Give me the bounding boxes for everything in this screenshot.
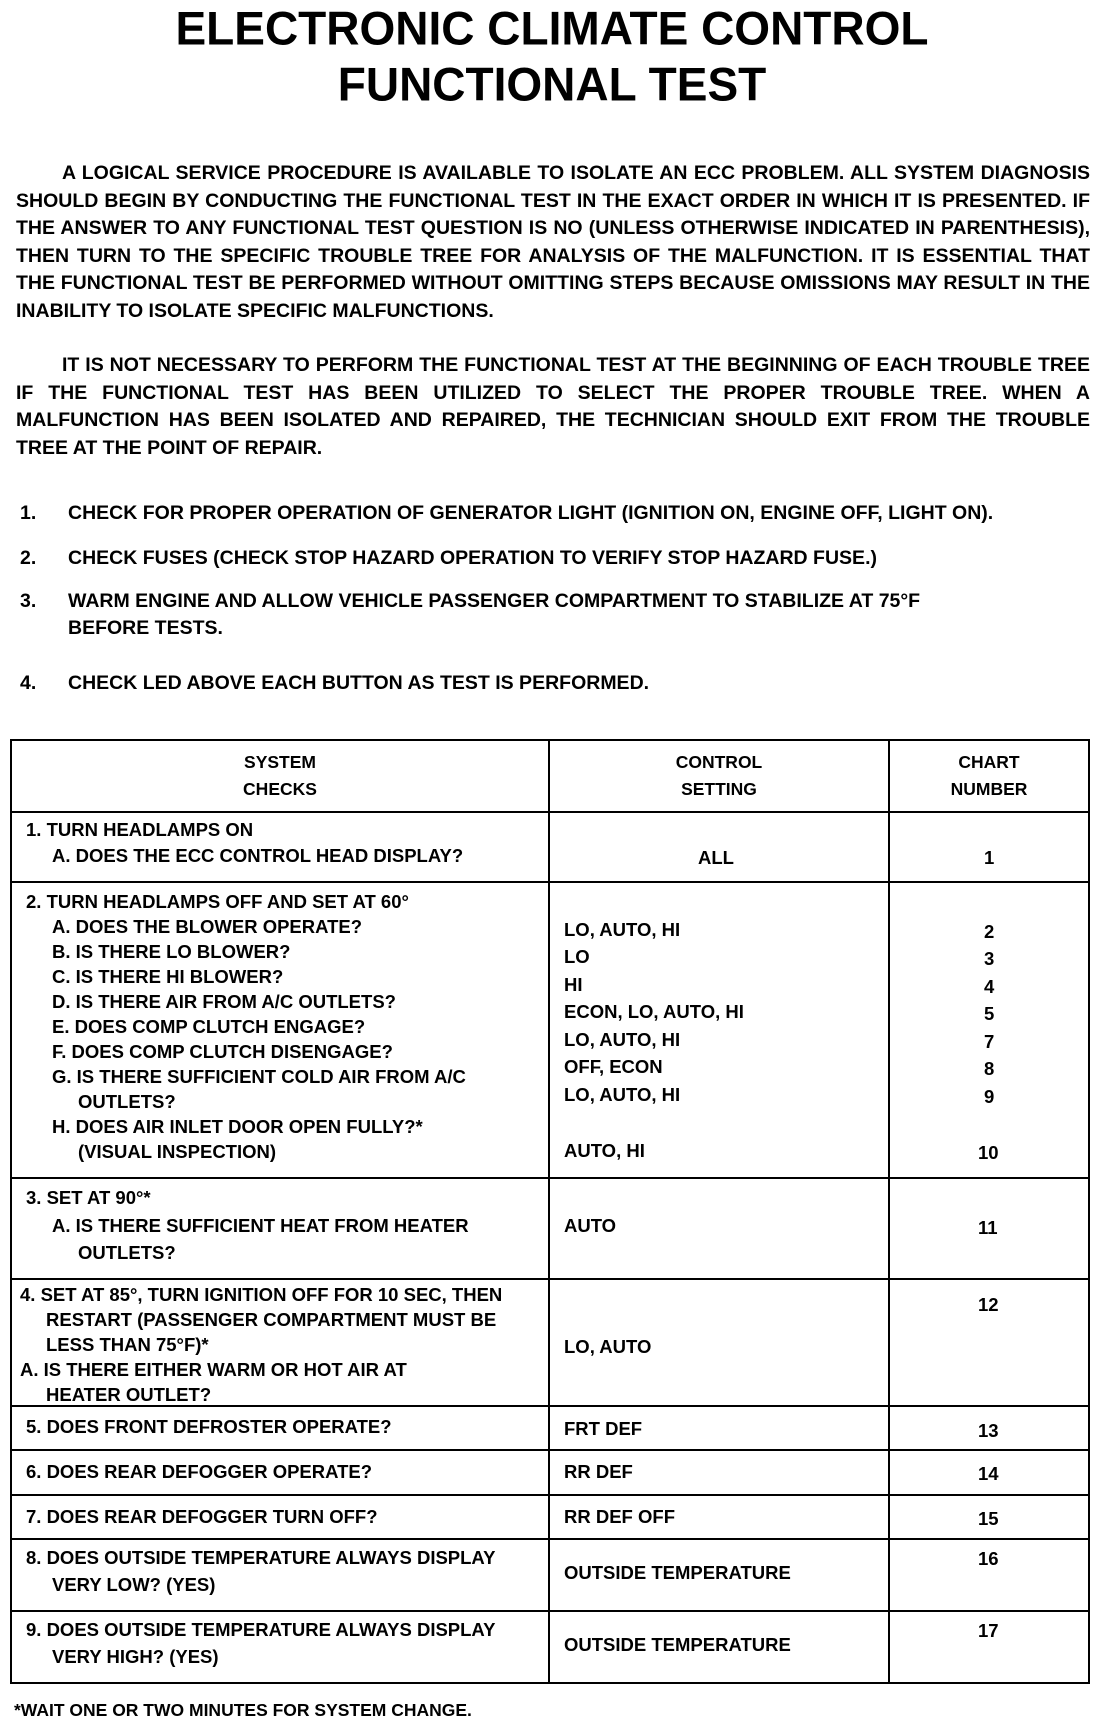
table-row <box>11 1279 1089 1406</box>
table-row <box>11 1611 1089 1683</box>
intro-paragraph-2-text: IT IS NOT NECESSARY TO PERFORM THE FUNCTIONAL TEST AT THE BEGINNING OF EACH TROUBLE TREE IF THE FUNCTIONAL TEST HAS BEEN UTILIZED TO SELECT THE PROPER TROUBLE TREE. WHEN A MALFUNCTION HAS BEEN ISOLATED AND REPAIRED, THE TECHNICIAN SHOULD EXIT FROM THE TROUBLE TREE AT THE POINT OF REPAIR. <box>16 354 1090 459</box>
table-row <box>11 812 1089 882</box>
page-title-line-1: ELECTRONIC CLIMATE CONTROL <box>175 1 929 55</box>
control-setting-cell: LO, AUTO, HI LO HI ECON, LO, AUTO, HI LO, AUTO, HI OFF, ECON LO, AUTO, HI AUTO, HI <box>549 882 889 1178</box>
control-setting-cell: FRT DEF <box>549 1406 889 1450</box>
header-control-setting: CONTROL SETTING <box>549 740 889 812</box>
step-text-continued: BEFORE TESTS. <box>68 617 223 639</box>
control-setting-cell: AUTO <box>549 1178 889 1279</box>
step-text: WARM ENGINE AND ALLOW VEHICLE PASSENGER COMPARTMENT TO STABILIZE AT 75°F <box>68 590 921 612</box>
control-setting-cell: OUTSIDE TEMPERATURE <box>549 1539 889 1611</box>
chart-number-cell: 16 <box>889 1539 1089 1611</box>
chart-number-cell: 2 3 4 5 7 8 9 10 <box>889 882 1089 1178</box>
chart-number-cell: 12 <box>889 1279 1089 1406</box>
system-checks-cell: 8. DOES OUTSIDE TEMPERATURE ALWAYS DISPLAY VERY LOW? (YES) <box>11 1539 549 1611</box>
chart-number-cell: 15 <box>889 1495 1089 1539</box>
intro-paragraph-1-text: A LOGICAL SERVICE PROCEDURE IS AVAILABLE TO ISOLATE AN ECC PROBLEM. ALL SYSTEM DIAGNOSIS SHOULD BEGIN BY CONDUCTING THE FUNCTIONAL TEST IN THE EXACT ORDER IN WHICH IT IS PRESENTED. IF THE ANSWER TO ANY FUNCTIONAL TEST QUESTION IS NO (UNLESS OTHERWISE INDICATED IN PARENTHESIS), THEN TURN TO THE SPECIFIC TROUBLE TREE FOR ANALYSIS OF THE MALFUNCTION. IT IS ESSENTIAL THAT THE FUNCTIONAL TEST BE PERFORMED WITHOUT OMITTING STEPS BECAUSE OMISSIONS MAY RESULT IN THE INABILITY TO ISOLATE SPECIFIC MALFUNCTIONS. <box>16 162 1090 322</box>
step-number: 3. <box>20 590 37 612</box>
chart-number-cell: 13 <box>889 1406 1089 1450</box>
page-title-line-2: FUNCTIONAL TEST <box>337 57 767 111</box>
step-number: 2. <box>20 547 37 569</box>
control-setting-cell: ALL <box>549 812 889 882</box>
header-chart-number: CHART NUMBER <box>889 740 1089 812</box>
step-text: CHECK FUSES (CHECK STOP HAZARD OPERATION TO VERIFY STOP HAZARD FUSE.) <box>68 547 877 569</box>
intro-paragraph-1 <box>16 160 1090 325</box>
chart-number-cell: 14 <box>889 1450 1089 1495</box>
step-number: 4. <box>20 672 37 694</box>
step-number: 1. <box>20 502 37 524</box>
table-row <box>11 1495 1089 1539</box>
system-checks-cell: 4. SET AT 85°, TURN IGNITION OFF FOR 10 SEC, THEN RESTART (PASSENGER COMPARTMENT MUST BE LESS THAN 75°F)* A. IS THERE EITHER WARM OR HOT AIR AT HEATER OUTLET? <box>11 1279 549 1406</box>
control-setting-cell: RR DEF OFF <box>549 1495 889 1539</box>
step-text: CHECK LED ABOVE EACH BUTTON AS TEST IS PERFORMED. <box>68 672 650 694</box>
system-checks-cell: 9. DOES OUTSIDE TEMPERATURE ALWAYS DISPLAY VERY HIGH? (YES) <box>11 1611 549 1683</box>
table-header-row <box>11 740 1089 812</box>
system-checks-cell: 3. SET AT 90°* A. IS THERE SUFFICIENT HEAT FROM HEATER OUTLETS? <box>11 1178 549 1279</box>
table-row <box>11 1450 1089 1495</box>
system-checks-cell: 6. DOES REAR DEFOGGER OPERATE? <box>11 1450 549 1495</box>
chart-number-cell: 11 <box>889 1178 1089 1279</box>
table-row <box>11 882 1089 1178</box>
intro-paragraph-2 <box>16 352 1090 462</box>
chart-number-cell: 17 <box>889 1611 1089 1683</box>
system-checks-cell: 5. DOES FRONT DEFROSTER OPERATE? <box>11 1406 549 1450</box>
system-checks-cell: 1. TURN HEADLAMPS ON A. DOES THE ECC CONTROL HEAD DISPLAY? <box>11 812 549 882</box>
footnote: *WAIT ONE OR TWO MINUTES FOR SYSTEM CHANGE. <box>14 1700 472 1720</box>
step-text: CHECK FOR PROPER OPERATION OF GENERATOR LIGHT (IGNITION ON, ENGINE OFF, LIGHT ON). <box>68 502 994 524</box>
chart-number-cell: 1 <box>889 812 1089 882</box>
table-row <box>11 1539 1089 1611</box>
control-setting-cell: RR DEF <box>549 1450 889 1495</box>
system-checks-cell: 7. DOES REAR DEFOGGER TURN OFF? <box>11 1495 549 1539</box>
header-system-checks: SYSTEM CHECKS <box>11 740 549 812</box>
system-checks-cell: 2. TURN HEADLAMPS OFF AND SET AT 60° A. DOES THE BLOWER OPERATE? B. IS THERE LO BLOWER? C. IS THERE HI BLOWER? D. IS THERE AIR FROM A/C OUTLETS? E. DOES COMP CLUTCH ENGAGE? F. DOES COMP CLUTCH DISENGAGE? G. IS THERE SUFFICIENT COLD AIR FROM A/C OUTLETS? H. DOES AIR INLET DOOR OPEN FULLY?* (VISUAL INSPECTION) <box>11 882 549 1178</box>
table-row <box>11 1178 1089 1279</box>
control-setting-cell: LO, AUTO <box>549 1279 889 1406</box>
table-row <box>11 1406 1089 1450</box>
control-setting-cell: OUTSIDE TEMPERATURE <box>549 1611 889 1683</box>
functional-test-table <box>10 739 1090 1684</box>
